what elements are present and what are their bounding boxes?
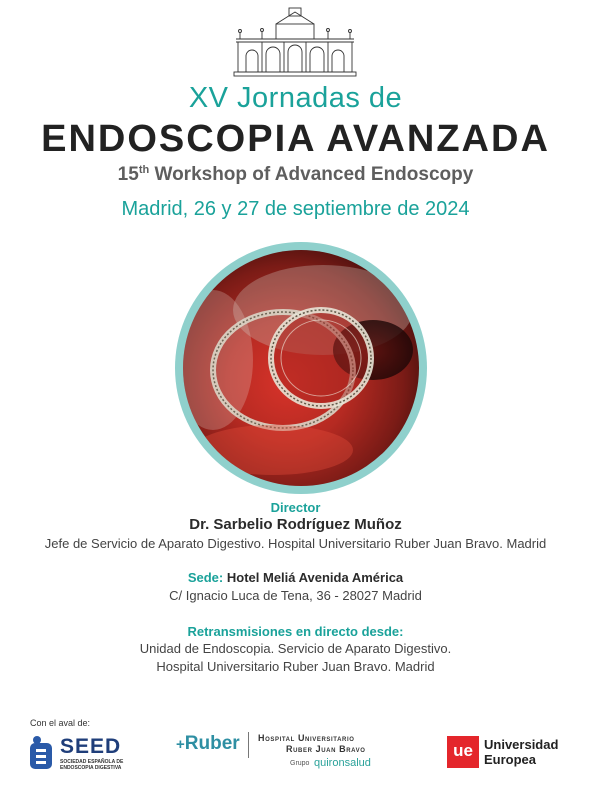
streaming-label: Retransmisiones en directo desde: — [187, 624, 404, 639]
logo-divider — [248, 732, 249, 758]
ue-mark: ue — [447, 736, 479, 768]
ruber-plus-icon: + — [176, 736, 185, 753]
event-dates: Madrid, 26 y 27 de septiembre de 2024 — [121, 198, 470, 220]
event-title-line1: XV Jornadas de — [188, 82, 403, 114]
seed-emblem-icon — [28, 733, 56, 771]
ue-line1: Universidad — [484, 737, 559, 752]
ue-line2: Europea — [484, 752, 537, 767]
puerta-de-alcala-illustration — [232, 6, 358, 78]
hospital-line2: Ruber Juan Bravo — [286, 744, 366, 754]
endoscopy-image — [173, 240, 429, 496]
seed-subtitle-2: ENDOSCOPIA DIGESTIVA — [60, 765, 122, 771]
endorsement-label: Con el aval de: — [30, 718, 91, 728]
ruber-brand: +Ruber — [176, 733, 240, 754]
director-label: Director — [270, 500, 321, 515]
event-title-line2: ENDOSCOPIA AVANZADA — [41, 118, 550, 160]
hospital-ruber-logo — [176, 730, 388, 775]
director-name: Dr. Sarbelio Rodríguez Muñoz — [189, 516, 402, 533]
event-subtitle: 15th Workshop of Advanced Endoscopy — [117, 164, 474, 185]
venue-name: Hotel Meliá Avenida América — [226, 570, 404, 585]
hospital-line1: Hospital Universitario — [258, 733, 355, 743]
seed-subtitle-1: SOCIEDAD ESPAÑOLA DE — [60, 759, 124, 765]
venue-label: Sede: — [187, 570, 224, 585]
seed-logo — [28, 733, 128, 773]
universidad-europea-logo — [447, 735, 567, 769]
venue-address: C/ Ignacio Luca de Tena, 36 - 28027 Madrid — [169, 588, 422, 603]
venue-line — [0, 570, 591, 585]
seed-name: SEED — [60, 735, 122, 758]
quironsalud-brand: quironsalud — [314, 757, 371, 769]
grupo-label: Grupo — [290, 760, 310, 767]
streaming-line2: Hospital Universitario Ruber Juan Bravo. Madrid — [156, 659, 435, 674]
director-role: Jefe de Servicio de Aparato Digestivo. Hospital Universitario Ruber Juan Bravo. Madrid — [44, 536, 547, 551]
streaming-line1: Unidad de Endoscopia. Servicio de Aparato Digestivo. — [139, 641, 452, 656]
